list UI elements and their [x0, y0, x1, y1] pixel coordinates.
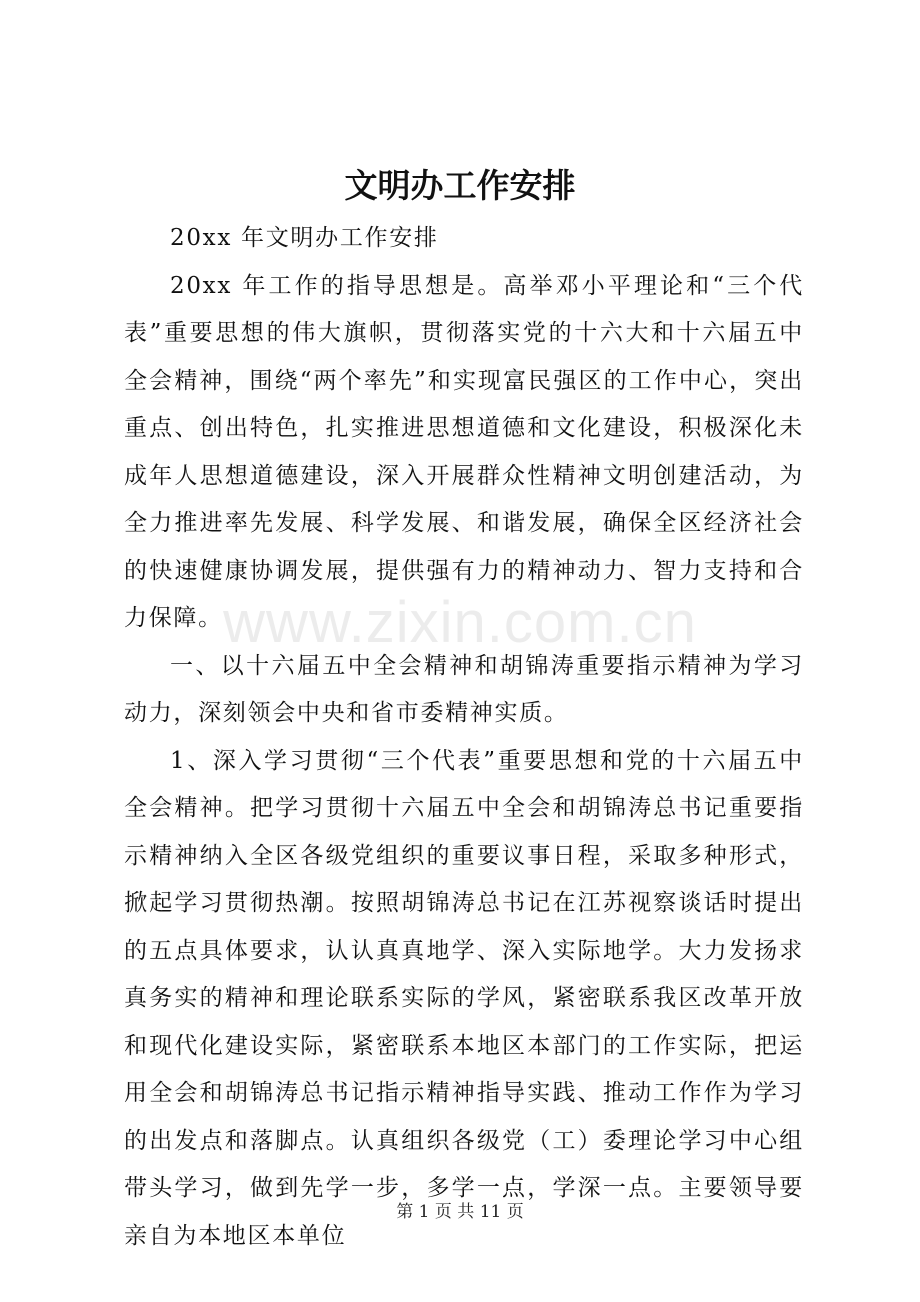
page-footer: 第 1 页 共 11 页 [396, 1202, 524, 1222]
paragraph-guiding-thought: 20xx 年工作的指导思想是。高举邓小平理论和“三个代表”重要思想的伟大旗帜，贯彻落实党的十六大和十六届五中全会精神，围绕“两个率先”和实现富民强区的工作中心，突出重点、创出特色，扎实推进思想道德和文化建设，积极深化未成年人思想道德建设，深入开展群众性精神文明创建活动，为全力推进率先发展、科学发展、和谐发展，确保全区经济社会的快速健康协调发展，提供强有力的精神动力、智力支持和合力保障。 [124, 272, 804, 631]
document-body [124, 215, 804, 1260]
watermark: www.zixin.com.cn [223, 590, 697, 655]
paragraph-item-one: 1、深入学习贯彻“三个代表”重要思想和党的十六届五中全会精神。把学习贯彻十六届五中全会和胡锦涛总书记重要指示精神纳入全区各级党组织的重要议事日程，采取多种形式，掀起学习贯彻热潮。按照胡锦涛总书记在江苏视察谈话时提出的五点具体要求，认认真真地学、深入实际地学。大力发扬求真务实的精神和理论联系实际的学风，紧密联系我区改革开放和现代化建设实际，紧密联系本地区本部门的工作实际，把运用全会和胡锦涛总书记指示精神指导实践、推动工作作为学习的出发点和落脚点。认真组织各级党（工）委理论学习中心组带头学习，做到先学一步，多学一点，学深一点。主要领导要亲自为本地区本单位 [124, 747, 804, 1249]
document-title: 文明办工作安排 [344, 166, 576, 205]
paragraph-subtitle: 20xx 年文明办工作安排 [170, 225, 439, 251]
paragraph-section-one-heading: 一、以十六届五中全会精神和胡锦涛重要指示精神为学习动力，深刻领会中央和省市委精神实质。 [124, 652, 804, 726]
